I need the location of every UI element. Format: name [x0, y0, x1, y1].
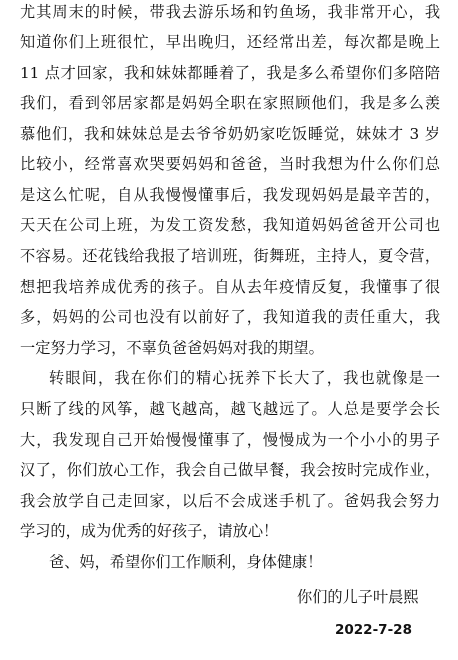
letter-line: 大，我发现自己开始慢慢懂事了，慢慢成为一个小小的男子 [20, 431, 440, 449]
letter-line: 11 点才回家，我和妹妹都睡着了，我是多么希望你们多陪陪 [20, 64, 440, 82]
letter-line: 一定努力学习，不辜负爸爸妈妈对我的期望。 [20, 339, 324, 357]
letter-line: 比较小，经常喜欢哭要妈妈和爸爸，当时我想为什么你们总 [20, 155, 440, 173]
letter-line: 想把我培养成优秀的孩子。自从去年疫情反复，我懂事了很 [20, 278, 440, 296]
letter-line: 爸、妈，希望你们工作顺利，身体健康！ [49, 553, 323, 571]
letter-line: 尤其周末的时候，带我去游乐场和钓鱼场，我非常开心，我 [20, 3, 440, 21]
letter-line: 天天在公司上班，为发工资发愁，我知道妈妈爸爸开公司也 [20, 216, 440, 234]
letter-line: 知道你们上班很忙，早出晚归，还经常出差，每次都是晚上 [20, 33, 440, 51]
letter-line: 转眼间，我在你们的精心抚养下长大了，我也就像是一 [49, 369, 440, 387]
letter-line: 学习的，成为优秀的好孩子，请放心！ [20, 522, 279, 540]
letter-line: 只断了线的风筝，越飞越高，越飞越远了。人总是要学会长 [20, 400, 440, 418]
letter-date: 2022-7-28 [335, 622, 412, 638]
letter-line: 慕他们，我和妹妹总是去爷爷奶奶家吃饭睡觉，妹妹才 3 岁 [20, 125, 440, 143]
letter-line: 多，妈妈的公司也没有以前好了，我知道我的责任重大，我 [20, 308, 440, 326]
signature: 你们的儿子叶晨熙 [297, 588, 419, 606]
letter-line: 我们，看到邻居家都是妈妈全职在家照顾他们，我是多么羡 [20, 94, 440, 112]
letter-line: 是这么忙呢，自从我慢慢懂事后，我发现妈妈是最辛苦的， [20, 186, 440, 204]
letter-line: 我会放学自己走回家，以后不会成迷手机了。爸妈我会努力 [20, 492, 440, 510]
letter-line: 汉了，你们放心工作，我会自己做早餐，我会按时完成作业， [20, 461, 440, 479]
letter-line: 不容易。还花钱给我报了培训班，街舞班，主持人，夏令营， [20, 247, 440, 265]
